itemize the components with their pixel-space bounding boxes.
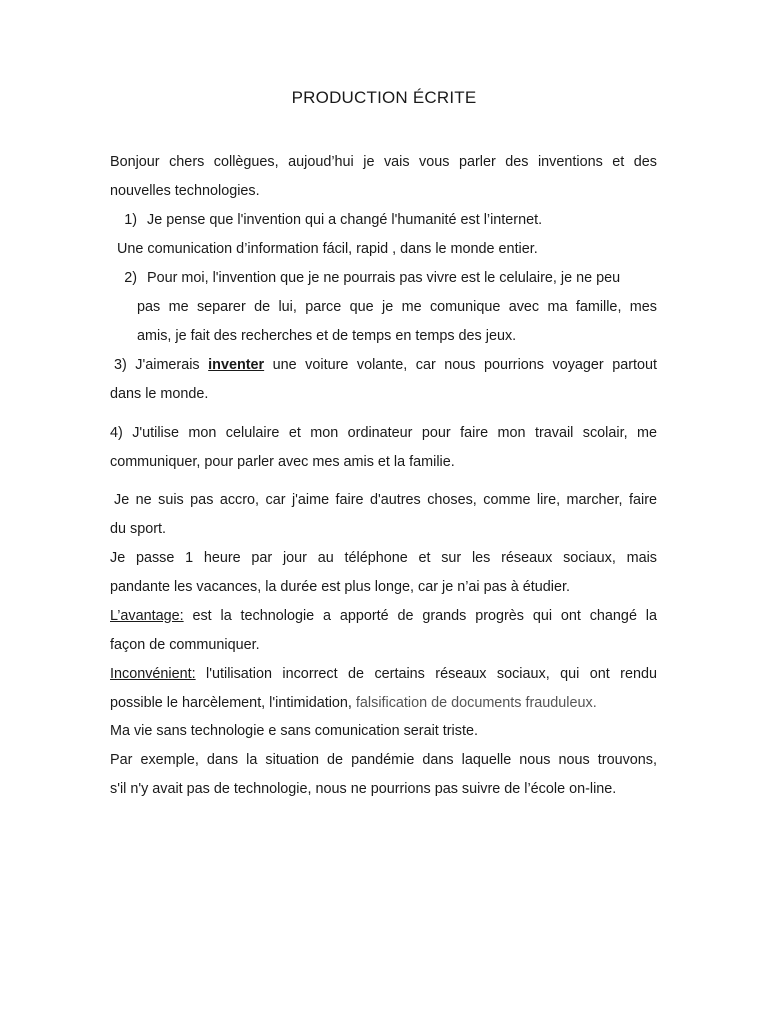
list-number: 2) <box>124 270 137 286</box>
text-line: communiquer, pour parler avec mes amis et la familie. <box>110 454 455 470</box>
advantage-label: L’avantage: <box>110 608 184 624</box>
list-item-3 <box>114 355 657 375</box>
page-title: PRODUCTION ÉCRITE <box>291 88 477 107</box>
disadvantage-line <box>110 664 657 684</box>
text-line: façon de communiquer. <box>110 637 260 653</box>
text-segment: est la technologie a apporté de grands progrès qui ont changé la <box>192 608 657 624</box>
text-segment: l'utilisation incorrect de certains réseaux sociaux, qui ont rendu <box>206 666 657 682</box>
text-line: Pour moi, l'invention que je ne pourrais pas vivre est le celulaire, je ne peu <box>147 270 621 286</box>
text-line: nouvelles technologies. <box>110 183 260 199</box>
text-segment-grey: falsification de documents frauduleux. <box>355 695 597 711</box>
text-line: Par exemple, dans la situation de pandémie dans laquelle nous nous trouvons, <box>110 752 657 768</box>
advantage-line <box>110 606 657 626</box>
text-segment: une voiture volante, car nous pourrions voyager partout <box>272 357 657 373</box>
text-line: 4) J'utilise mon celulaire et mon ordinateur pour faire mon travail scolair, me <box>110 425 657 441</box>
list-number: 1) <box>124 212 137 228</box>
text-line <box>110 693 657 713</box>
text-line: pas me separer de lui, parce que je me comunique avec ma famille, mes <box>137 299 657 315</box>
disadvantage-label: Inconvénient: <box>110 666 196 682</box>
text-line: du sport. <box>110 521 166 537</box>
text-line: Je ne suis pas accro, car j'aime faire d'autres choses, comme lire, marcher, faire <box>114 492 657 508</box>
underlined-word: inventer <box>208 357 265 373</box>
text-line: Ma vie sans technologie e sans comunication serait triste. <box>110 723 478 739</box>
text-line: Une comunication d’information fácil, rapid , dans le monde entier. <box>117 241 538 257</box>
text-line: pandante les vacances, la durée est plus longe, car je n’ai pas à étudier. <box>110 579 571 595</box>
text-segment: 3) J'aimerais <box>114 357 200 373</box>
text-line: Je pense que l'invention qui a changé l'humanité est l’internet. <box>147 212 543 228</box>
text-line: Bonjour chers collègues, aujoud’hui je vais vous parler des inventions et des <box>110 154 657 170</box>
text-segment: possible le harcèlement, l'intimidation, <box>110 695 352 711</box>
list-item-1 <box>110 210 657 230</box>
text-line: dans le monde. <box>110 386 209 402</box>
text-line: Je passe 1 heure par jour au téléphone et sur les réseaux sociaux, mais <box>110 550 657 566</box>
text-line: s'il n'y avait pas de technologie, nous ne pourrions pas suivre de l’école on-line. <box>110 781 617 797</box>
list-item-2 <box>110 268 657 288</box>
text-line: amis, je fait des recherches et de temps en temps des jeux. <box>137 328 517 344</box>
